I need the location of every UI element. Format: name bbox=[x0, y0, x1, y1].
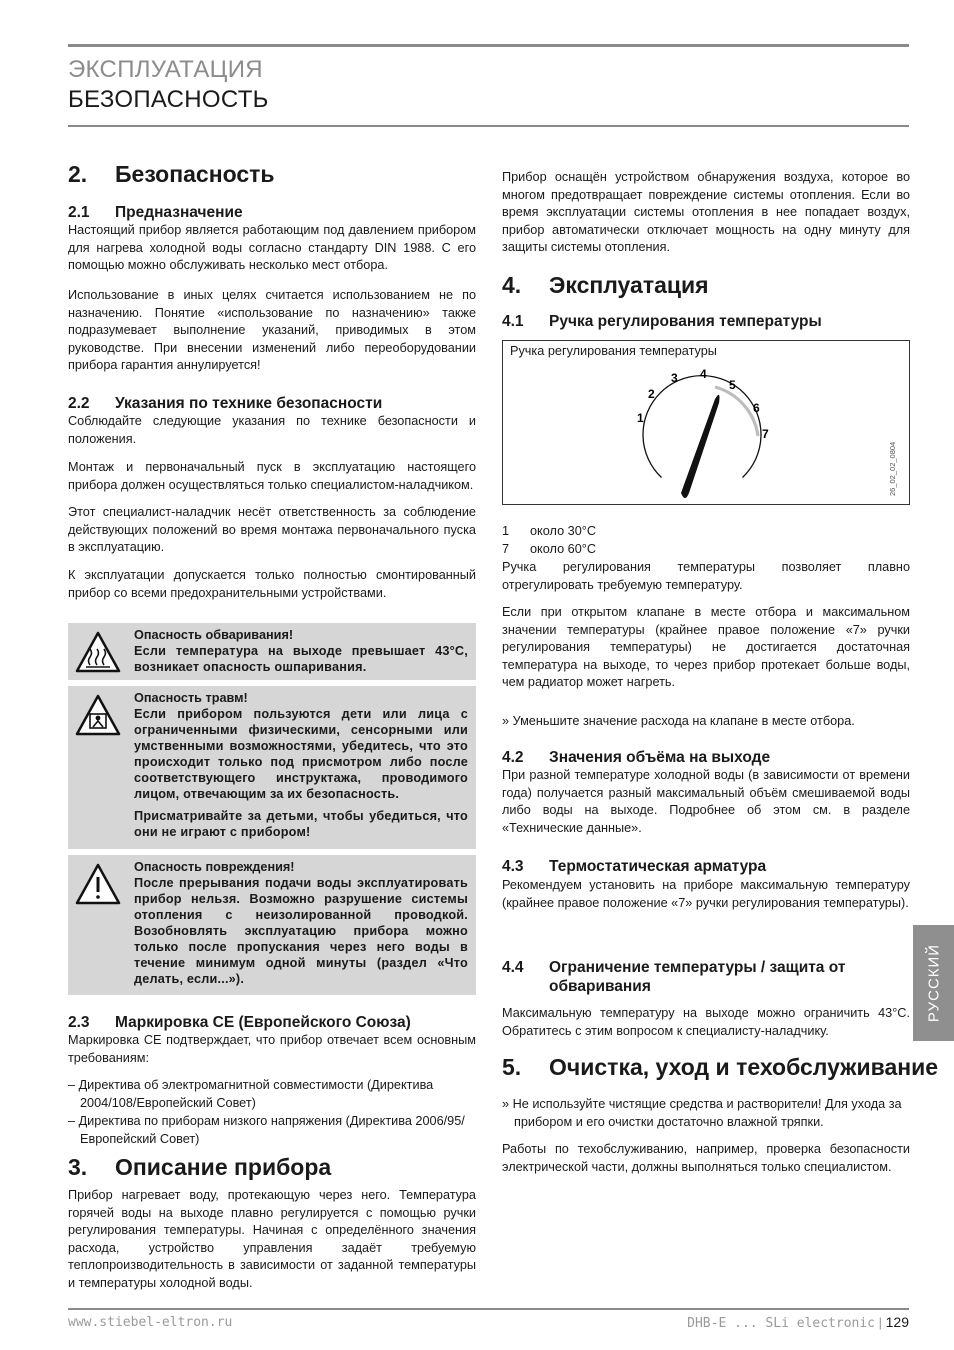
header-section: ЭКСПЛУАТАЦИЯ bbox=[68, 56, 263, 83]
header-top-rule bbox=[68, 44, 909, 47]
dial-number: 2 bbox=[648, 387, 655, 401]
temperature-knob-diagram bbox=[503, 341, 909, 504]
dial-number: 3 bbox=[671, 371, 678, 385]
legend-row: 1 около 30°C bbox=[502, 524, 597, 538]
warning-injury bbox=[68, 686, 476, 849]
figure-code: 26_02_02_0804 bbox=[888, 441, 897, 496]
page-number: 129 bbox=[885, 1314, 909, 1330]
list-item: – Директива об электромагнитной совместимости (Директива 2004/108/Европейский Совет) bbox=[68, 1078, 434, 1110]
warning-injury-text: Если прибором пользуются дети или лица с ограниченными физическими, сенсорными или умственными возможностями, убедитесь, что это происходит только под присмотром либо после соответствующего инструктажа, проводимого лицом, отвечающим за их безопасность. bbox=[134, 707, 468, 801]
heading-2-3: 2.3 Маркировка CE (Европейского Союза) bbox=[68, 1014, 411, 1031]
warning-scald bbox=[68, 623, 476, 680]
warning-injury-title: Опасность травм! bbox=[134, 691, 248, 705]
legend-row: 7 около 60°C bbox=[502, 542, 597, 556]
figure-temperature-knob bbox=[502, 340, 910, 505]
dial-number: 4 bbox=[700, 367, 707, 381]
paragraph-2-2-b: Монтаж и первоначальный пуск в эксплуатацию настоящего прибора должен осуществляться только специалистом-наладчиком. bbox=[68, 460, 476, 492]
paragraph-4-3: Рекомендуем установить на приборе максимальную температуру (крайнее правое положение «7» ручки регулирования температуры). bbox=[502, 878, 910, 910]
list-item: – Директива по приборам низкого напряжения (Директива 2006/95/Европейский Совет) bbox=[68, 1114, 465, 1146]
paragraph-5-a: » Не используйте чистящие средства и растворители! Для ухода за прибором и его очистки достаточно влажной тряпки. bbox=[502, 1097, 902, 1129]
heading-section-4: 4. Эксплуатация bbox=[502, 272, 709, 298]
injury-warning-icon bbox=[75, 694, 121, 736]
heading-section-2: 2. Безопасность bbox=[68, 161, 275, 187]
paragraph-3-b: Прибор оснащён устройством обнаружения воздуха, которое во многом предотвращает повреждение системы отопления. Если во время эксплуатации системы отопления в нее попадает воздух, прибор автоматически отключает мощность на одну минуту для защиты системы отопления. bbox=[502, 170, 910, 254]
general-warning-icon bbox=[75, 863, 121, 905]
hot-surface-warning-icon bbox=[75, 631, 121, 673]
heading-4-4: 4.4 Ограничение температуры / защита от обваривания bbox=[502, 959, 846, 995]
language-side-tab: РУССКИЙ bbox=[913, 925, 954, 1041]
warning-injury-text-2: Присматривайте за детьми, чтобы убедиться, что они не играют с прибором! bbox=[134, 809, 468, 839]
warning-damage-text: После прерывания подачи воды эксплуатировать прибор нельзя. Возможно разрушение системы отопления с неизолированной проводкой. Возобновлять эксплуатацию прибора можно только после пропускания через него воды в течение минимум одной минуты (раздел «Что делать, если...»). bbox=[134, 876, 468, 986]
paragraph-2-2-c: Этот специалист-наладчик несёт ответственность за соблюдение действующих положений во время монтажа первоначального пуска в эксплуатацию. bbox=[68, 505, 476, 554]
paragraph-4-1-c: » Уменьшите значение расхода на клапане в месте отбора. bbox=[502, 714, 855, 728]
paragraph-4-1-a: Ручка регулирования температуры позволяет плавно отрегулировать требуемую температуру. bbox=[502, 560, 910, 592]
paragraph-2-3: Маркировка CE подтверждает, что прибор отвечает всем основным требованиям: bbox=[68, 1033, 476, 1065]
header-bottom-rule bbox=[68, 125, 909, 127]
paragraph-2-2-d: К эксплуатации допускается только полностью смонтированный прибор со всеми предохранительными устройствами. bbox=[68, 568, 476, 600]
header-subsection: БЕЗОПАСНОСТЬ bbox=[68, 86, 269, 113]
dial-number: 5 bbox=[729, 378, 736, 392]
paragraph-4-4: Максимальную температуру на выходе можно ограничить 43°C. Обратитесь с этим вопросом к специалисту-наладчику. bbox=[502, 1006, 910, 1038]
warning-scald-title: Опасность обваривания! bbox=[134, 628, 294, 642]
paragraph-2-1-a: Настоящий прибор является работающим под давлением прибором для нагрева холодной воды согласно стандарту DIN 1988. С его помощью можно обслуживать несколько мест отбора. bbox=[68, 223, 476, 272]
warning-damage-title: Опасность повреждения! bbox=[134, 860, 295, 874]
dial-number: 6 bbox=[753, 401, 760, 415]
paragraph-4-2: При разной температуре холодной воды (в зависимости от времени года) получается разный максимальный объём смешиваемой воды либо воды на выходе. Подробнее об этом см. в разделе «Технические данные». bbox=[502, 768, 910, 835]
warning-damage bbox=[68, 855, 476, 995]
paragraph-5-b: Работы по техобслуживанию, например, проверка безопасности электрической части, должны выполняться только специалистом. bbox=[502, 1142, 910, 1174]
footer-page-info: DHB-E ... SLi electronic | 129 bbox=[687, 1314, 909, 1331]
heading-2-2: 2.2 Указания по технике безопасности bbox=[68, 395, 383, 412]
heading-section-3: 3. Описание прибора bbox=[68, 1154, 332, 1180]
heading-4-3: 4.3 Термостатическая арматура bbox=[502, 858, 767, 875]
paragraph-3-a: Прибор нагревает воду, протекающую через него. Температура горячей воды на выходе плавно регулируется с помощью ручки регулирования температуры. Начиная с определённого значения расхода, устройство управления задаёт требуемую теплопроизводительность в зависимости от заданной температуры и температуры холодной воды. bbox=[68, 1188, 476, 1290]
dial-number: 7 bbox=[762, 427, 769, 441]
paragraph-4-1-b: Если при открытом клапане в месте отбора и максимальном значении температуры (крайнее правое положение «7» ручки регулирования температуры) не достигается достаточная температура на выходе, то через прибор протекает больше воды, чем радиатор может нагреть. bbox=[502, 605, 910, 689]
heading-2-1: 2.1 Предназначение bbox=[68, 204, 243, 221]
figure-caption: Ручка регулирования температуры bbox=[510, 344, 717, 358]
paragraph-2-1-b: Использование в иных целях считается использованием не по назначению. Понятие «использование по назначению» также подразумевает выполнение указаний, приводимых в этом руководстве. При внесении изменений либо переоборудовании прибора гарантия аннулируется! bbox=[68, 288, 476, 372]
paragraph-2-2-a: Соблюдайте следующие указания по технике безопасности и положения. bbox=[68, 414, 476, 446]
footer-rule bbox=[68, 1308, 909, 1310]
warning-scald-text: Если температура на выходе превышает 43°C, возникает опасность ошпаривания. bbox=[134, 644, 468, 674]
heading-4-2: 4.2 Значения объёма на выходе bbox=[502, 749, 771, 766]
footer-url: www.stiebel-eltron.ru bbox=[68, 1315, 233, 1330]
heading-section-5: 5. Очистка, уход и техобслуживание bbox=[502, 1054, 939, 1080]
heading-4-1: 4.1 Ручка регулирования температуры bbox=[502, 313, 822, 330]
dial-number: 1 bbox=[637, 411, 644, 425]
